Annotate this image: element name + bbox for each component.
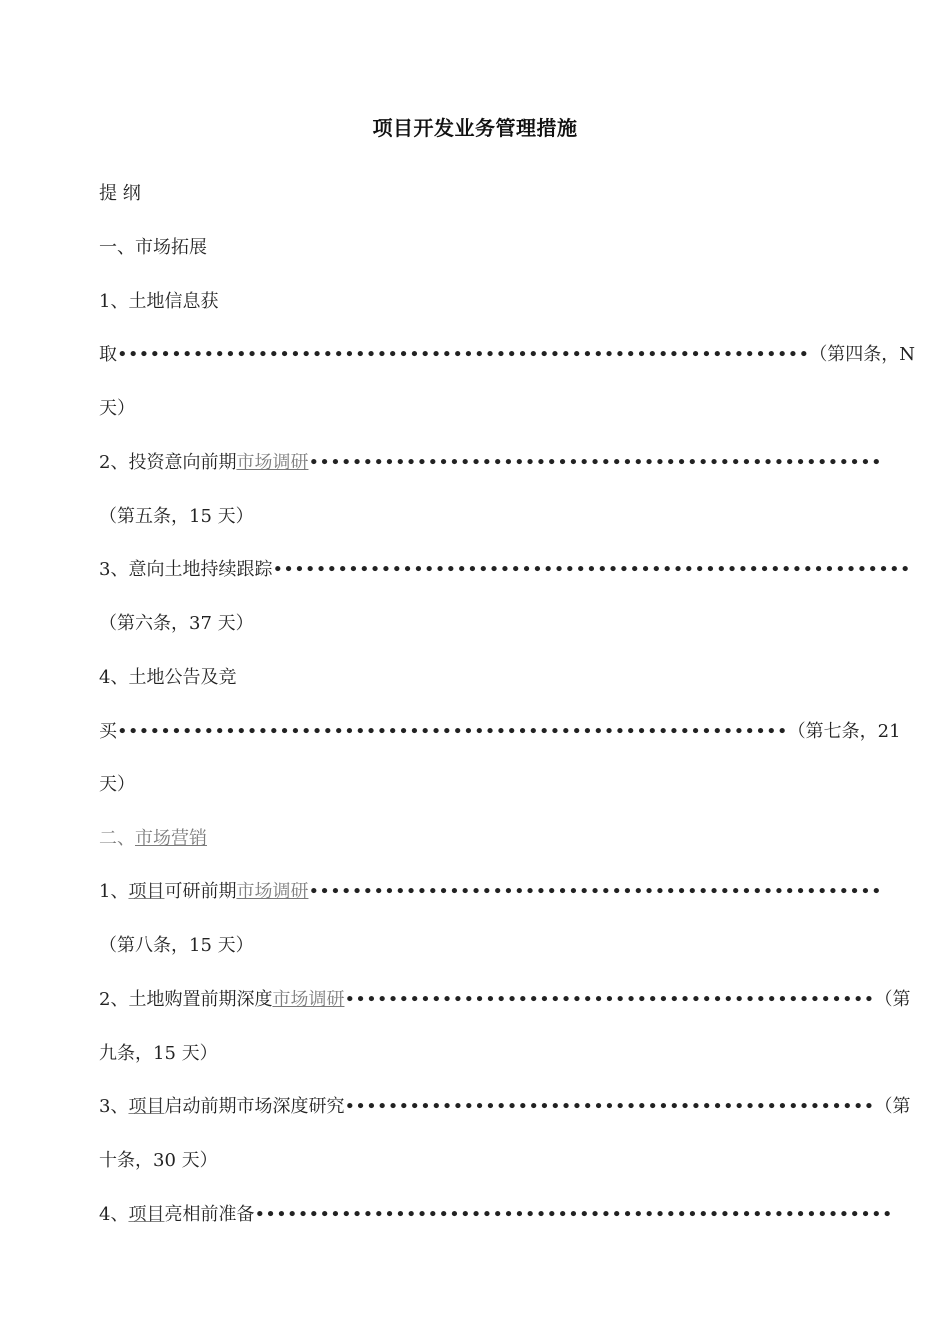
dot-leader: ••••••••••••••••••••••••••••••••••••••••••••••••••••• [308, 881, 882, 902]
dot-leader: ••••••••••••••••••••••••••••••••••••••••••••••••••••••••••• [272, 559, 911, 580]
toc-entry-1-1-end: 天） [99, 398, 135, 419]
dot-leader: ••••••••••••••••••••••••••••••••••••••••••••••••••••••••••• [254, 1204, 893, 1225]
market-research-link[interactable]: 市场调研 [236, 452, 309, 473]
toc-ref: （第四条，N [809, 344, 916, 365]
toc-entry-2-2 [99, 987, 911, 1013]
dot-leader: ••••••••••••••••••••••••••••••••••••••••••••••••••••• [308, 452, 882, 473]
toc-text: 启动前期市场深度研究 [164, 1096, 345, 1117]
section-heading-1: 一、市场拓展 [99, 237, 207, 258]
toc-text: 亮相前准备 [164, 1204, 255, 1225]
toc-entry-2-2-end: 九条，15 天） [99, 1043, 218, 1064]
section-heading-2 [99, 826, 851, 852]
market-research-link[interactable]: 市场调研 [236, 881, 309, 902]
toc-entry-2-3-end: 十条，30 天） [99, 1150, 218, 1171]
toc-entry-2-3 [99, 1094, 911, 1120]
toc-text: 可研前期 [164, 881, 237, 902]
toc-entry-1-1: 1、土地信息获 [99, 291, 219, 312]
toc-entry-1-4-end: 天） [99, 774, 135, 795]
section-number: 二、 [99, 828, 135, 849]
project-link[interactable]: 项目 [128, 881, 165, 902]
toc-text: 取 [99, 344, 117, 365]
toc-ref: （第 [874, 1096, 911, 1117]
dot-leader: ••••••••••••••••••••••••••••••••••••••••••••••••• [344, 989, 875, 1010]
toc-ref: （第 [874, 989, 911, 1010]
page-title: 项目开发业务管理措施 [372, 116, 578, 140]
project-link[interactable]: 项目 [128, 1204, 165, 1225]
toc-text: 2、投资意向前期 [99, 452, 237, 473]
toc-number: 3、 [99, 1096, 129, 1117]
outline-label: 提 纲 [99, 183, 141, 204]
marketing-link[interactable]: 市场营销 [135, 828, 207, 849]
toc-text: 3、意向土地持续跟踪 [99, 559, 273, 580]
market-research-link[interactable]: 市场调研 [272, 989, 345, 1010]
toc-number: 1、 [99, 881, 129, 902]
toc-entry-1-3-ref: （第六条，37 天） [99, 613, 254, 634]
dot-leader: ••••••••••••••••••••••••••••••••••••••••••••••••• [344, 1096, 875, 1117]
toc-entry-1-2 [99, 450, 882, 476]
toc-number: 4、 [99, 1204, 129, 1225]
toc-entry-1-4-cont [99, 719, 901, 745]
toc-ref: （第七条，21 [787, 721, 901, 742]
toc-text: 买 [99, 721, 117, 742]
project-link[interactable]: 项目 [128, 1096, 165, 1117]
toc-entry-1-3 [99, 557, 911, 583]
toc-entry-2-1 [99, 879, 882, 905]
toc-entry-1-1-cont [99, 342, 916, 368]
toc-entry-2-4 [99, 1202, 893, 1228]
dot-leader: •••••••••••••••••••••••••••••••••••••••••••••••••••••••••••••••• [117, 344, 810, 365]
dot-leader: •••••••••••••••••••••••••••••••••••••••••••••••••••••••••••••• [117, 721, 788, 742]
toc-entry-1-2-ref: （第五条，15 天） [99, 506, 254, 527]
toc-entry-1-4: 4、土地公告及竞 [99, 667, 237, 688]
toc-text: 2、土地购置前期深度 [99, 989, 273, 1010]
toc-entry-2-1-ref: （第八条，15 天） [99, 935, 254, 956]
